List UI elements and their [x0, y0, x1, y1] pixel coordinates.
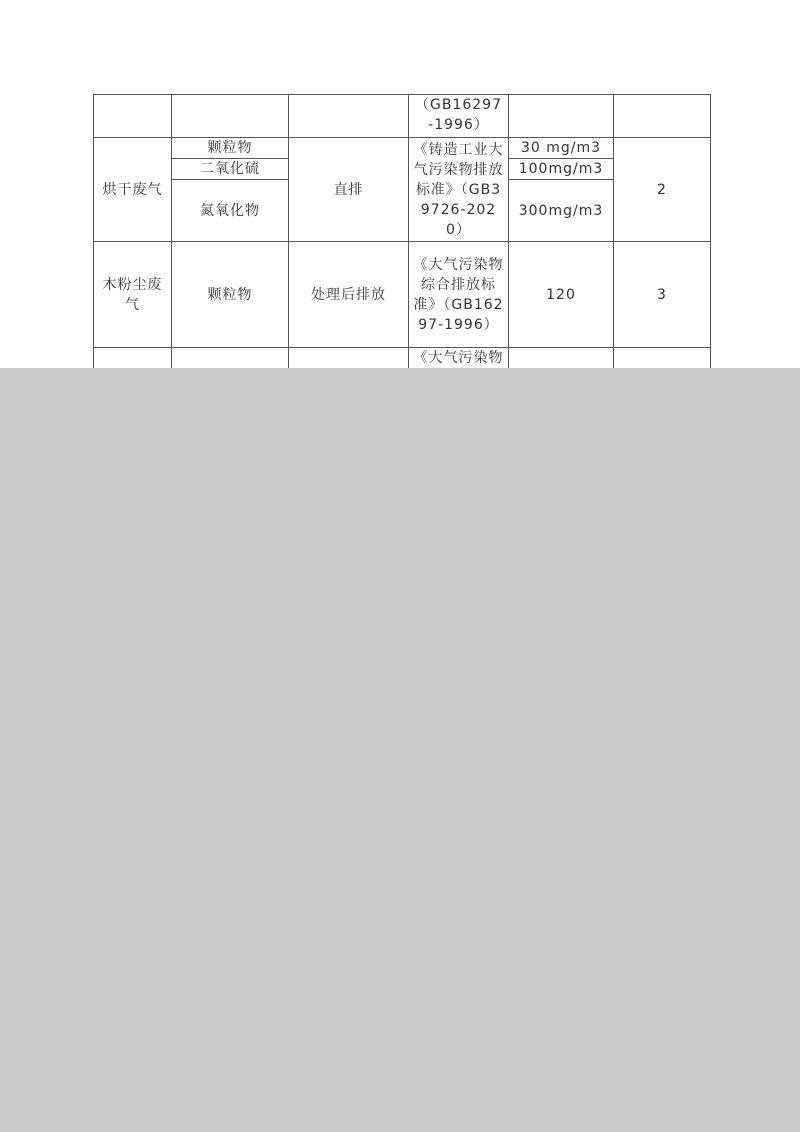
pollutant-text: 二氧化硫: [200, 161, 260, 177]
limit-cell: [509, 242, 614, 348]
method-text: 直排: [333, 181, 364, 198]
pollutant-cell: [172, 242, 289, 348]
pollutant-text: 颗粒物: [207, 286, 253, 303]
method-cell: [289, 242, 409, 348]
table-cell: [172, 95, 289, 138]
pollutant-text: 氮氧化物: [200, 202, 260, 219]
standard-text: 《铸造工业大气污染物排放标准》（GB39726-2020）: [413, 141, 504, 238]
standard-text: 《大气污染物: [413, 350, 504, 366]
table-row: [94, 242, 711, 348]
count-text: 3: [657, 286, 667, 303]
table-row: [94, 95, 711, 138]
pollutant-text: 颗粒物: [207, 140, 253, 156]
source-cell: [94, 242, 172, 348]
standard-text: （GB16297-1996）: [415, 97, 502, 133]
pollutant-cell: [172, 180, 289, 242]
standard-text: 《大气污染物综合排放标准》（GB16297-1996）: [413, 256, 504, 333]
limit-text: 100mg/m3: [518, 161, 604, 177]
count-text: 2: [657, 181, 667, 198]
table-cell: [94, 95, 172, 138]
method-text: 处理后排放: [311, 286, 386, 303]
standard-cell: [409, 95, 509, 138]
table-cell: [289, 95, 409, 138]
standard-cell: [409, 138, 509, 242]
source-text: 烘干废气: [102, 181, 163, 198]
count-cell: [614, 242, 711, 348]
limit-cell: [509, 180, 614, 242]
count-cell: [614, 138, 711, 242]
gray-overlay: [0, 368, 800, 1132]
table-row: [94, 138, 711, 159]
table-cell: [509, 95, 614, 138]
pollutant-cell: [172, 159, 289, 180]
source-text: 木粉尘废气: [102, 276, 163, 313]
source-cell: [94, 138, 172, 242]
limit-text: 30 mg/m3: [520, 140, 602, 156]
limit-text: 120: [546, 286, 576, 303]
limit-cell: [509, 138, 614, 159]
table-cell: [614, 95, 711, 138]
limit-text: 300mg/m3: [518, 202, 604, 219]
limit-cell: [509, 159, 614, 180]
method-cell: [289, 138, 409, 242]
pollutant-cell: [172, 138, 289, 159]
standard-cell: [409, 242, 509, 348]
